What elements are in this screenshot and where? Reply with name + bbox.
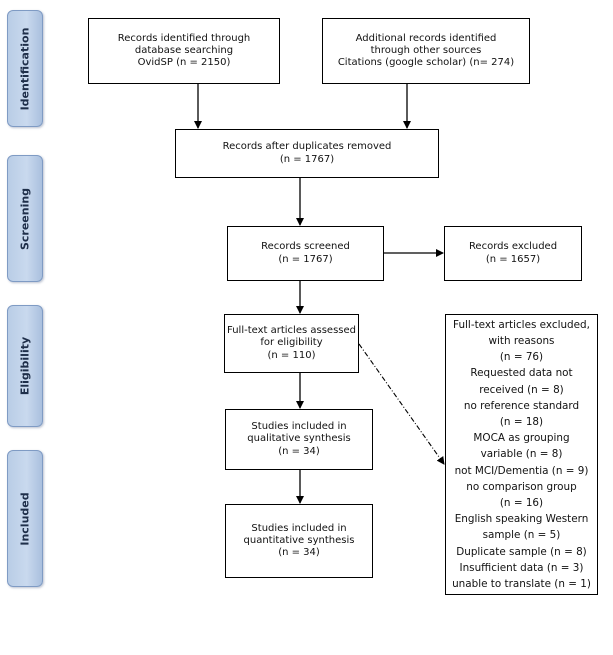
box-quantitative-synthesis — [225, 504, 373, 578]
excluded-reason-line: with reasons — [488, 334, 555, 347]
phase-identification-label: Identification — [18, 27, 32, 110]
excluded-line-1: Records excluded — [468, 241, 558, 253]
fulltext-assessed-line-2: for eligibility — [260, 337, 323, 349]
excluded-reason-line: variable (n = 8) — [480, 448, 563, 461]
other-sources-line-3: Citations (google scholar) (n= 274) — [337, 57, 515, 69]
box-qualitative-synthesis — [225, 409, 373, 470]
box-fulltext-assessed — [224, 314, 359, 373]
fulltext-assessed-line-1: Full-text articles assessed — [227, 325, 356, 337]
after-duplicates-line-1: Records after duplicates removed — [222, 141, 392, 153]
phase-included-label: Included — [18, 491, 32, 546]
box-records-excluded — [444, 226, 582, 281]
excluded-reason-line: no reference standard — [463, 399, 580, 412]
fulltext-assessed-line-3: (n = 110) — [267, 349, 316, 361]
db-search-line-3: OvidSP (n = 2150) — [137, 57, 231, 69]
excluded-line-2: (n = 1657) — [485, 253, 541, 265]
qualitative-line-3: (n = 34) — [278, 445, 320, 457]
screened-line-2: (n = 1767) — [278, 253, 333, 265]
other-sources-line-1: Additional records identified — [355, 32, 497, 44]
excluded-reason-line: (n = 18) — [499, 415, 544, 428]
excluded-reason-line: MOCA as grouping — [473, 432, 570, 445]
excluded-reason-line: Duplicate sample (n = 8) — [456, 545, 587, 558]
db-search-line-1: Records identified through — [117, 32, 251, 44]
box-database-searching — [88, 18, 280, 84]
box-fulltext-excluded — [445, 314, 598, 595]
box-records-screened — [227, 226, 384, 281]
excluded-reason-line: English speaking Western — [454, 513, 589, 526]
excluded-reason-line: Requested data not — [470, 367, 573, 380]
box-after-duplicates — [175, 129, 439, 178]
quantitative-line-3: (n = 34) — [278, 547, 320, 559]
excluded-reason-line: unable to translate (n = 1) — [452, 578, 591, 591]
excluded-reason-line: no comparison group — [466, 480, 577, 493]
excluded-reason-line: Insufficient data (n = 3) — [459, 561, 584, 574]
after-duplicates-line-2: (n = 1767) — [279, 153, 335, 165]
excluded-reason-line: (n = 16) — [499, 497, 544, 509]
excluded-reason-line: not MCI/Dementia (n = 9) — [454, 464, 589, 477]
excluded-reason-line: Full-text articles excluded, — [453, 318, 590, 331]
qualitative-line-1: Studies included in — [251, 421, 347, 433]
db-search-line-2: database searching — [134, 44, 234, 56]
other-sources-line-2: through other sources — [370, 44, 482, 56]
excluded-reason-line: sample (n = 5) — [482, 529, 561, 542]
phase-eligibility-label: Eligibility — [18, 336, 32, 396]
box-other-sources — [322, 18, 530, 84]
excluded-reason-line: received (n = 8) — [479, 383, 564, 396]
quantitative-line-1: Studies included in — [251, 522, 347, 534]
qualitative-line-2: qualitative synthesis — [247, 433, 351, 445]
excluded-reason-line: (n = 76) — [499, 351, 544, 364]
screened-line-1: Records screened — [261, 241, 350, 253]
quantitative-line-2: quantitative synthesis — [243, 534, 355, 546]
phase-screening-label: Screening — [18, 187, 32, 250]
